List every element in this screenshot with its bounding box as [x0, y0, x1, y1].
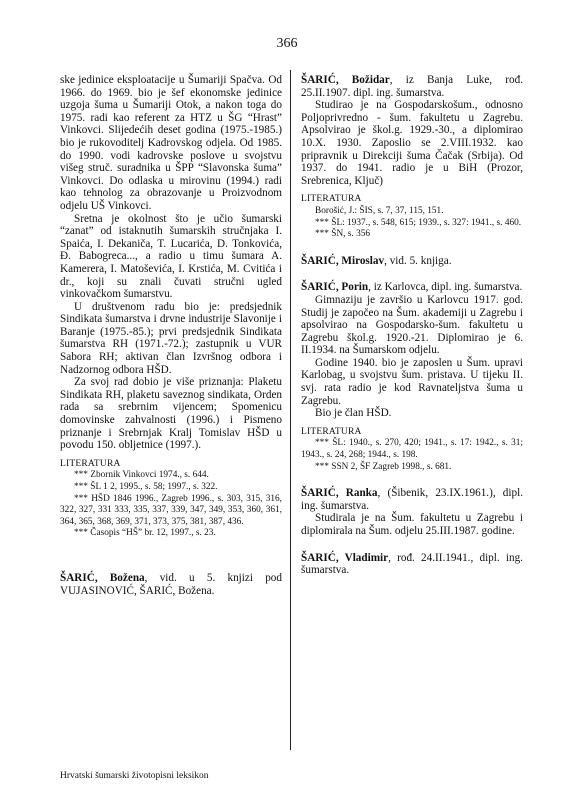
paragraph: Za svoj rad dobio je više priznanja: Plaketu Sindikata RH, plaketu saveznog sindikata, Orden rada sa srebrnim vijencem; Spomenicu domovinske zahvalnosti (1996.) i Pismeno priznanje i Srebrnjak Kralj Tomislav HŠD u povodu 150. obljetnice (1997.).	[60, 376, 282, 452]
entry-headword: ŠARIĆ, Ranka	[301, 487, 378, 500]
entry-miroslav	[301, 255, 523, 268]
entry-text: , (Šibenik, 23.IX.1961.), dipl. ing. šumarstva.	[301, 487, 523, 512]
literature-item: *** ŠL: 1937., s. 548, 615; 1939., s. 327: 1941., s. 460.	[315, 217, 522, 228]
literature-heading: LITERATURA	[301, 426, 362, 437]
literature-heading: LITERATURA	[60, 458, 121, 469]
entry-text: , iz Karlovca, dipl. ing. šumarstva.	[368, 281, 523, 294]
entry-vladimir	[301, 552, 523, 577]
paragraph: U društvenom radu bio je: predsjednik Sindikata šumarstva i drvne industrije Slavonije i Baranje (1975.-85.); prvi predsjednik Sindikata šumarstva RH (1971.-72.); zastupnik u VUR Sabora RH; aktivan član Izvršnog odbora i Nadzornog odbora HŠD.	[60, 300, 282, 376]
right-column	[301, 74, 523, 577]
page-footer: Hrvatski šumarski životopisni leksikon	[60, 771, 209, 781]
entry-porin	[301, 281, 523, 294]
entry-headword: ŠARIĆ, Miroslav	[301, 254, 385, 267]
paragraph: Bio je član HŠD.	[315, 407, 392, 420]
paragraph: Sretna je okolnost što je učio šumarski “zanat” od istaknutih šumarskih stručnjaka I. Spaića, I. Dekaniča, T. Lucarića, D. Tonkovića, Đ. Babogreca..., a radio u timu šumara A. Kamerera, I. Matoševića, I. Krstića, M. Cvitića i dr., koji su znali čuvati stručni ugled vinkovačkom šumarstvu.	[60, 212, 282, 301]
literature-item: *** ŠL: 1940., s. 270, 420; 1941., s. 17: 1942., s. 31; 1943., s. 24, 268; 1944., s. 198.	[301, 438, 523, 461]
entry-text: , vid. u 5. knjizi pod VUJASINOVIĆ, ŠARIĆ, Božena.	[60, 571, 282, 597]
entry-text: , vid. 5. knjiga.	[384, 254, 452, 267]
paragraph: ske jedinice eksploatacije u Šumariji Spačva. Od 1966. do 1969. bio je šef ekonomske jedinice uzgoja šuma u Šumariji Otok, a nakon toga do 1975. radi kao referent za HTZ u ŠG “Hrast” Vinkovci. Slijedećih deset godina (1975.-1985.) bio je rukovoditelj Kadrovskog odjela. Od 1985. do 1990. vodi kadrovske poslove u svojstvu višeg struč. suradnika u ŠPP “Slavonska šuma” Vinkovci. Do odlaska u mirovinu (1994.) radi kao tehnolog za obrazovanje u Proizvodnom odjelu UŠ Vinkovci.	[60, 74, 282, 212]
entry-headword: ŠARIĆ, Vladimir	[301, 551, 389, 564]
paragraph: Studirala je na Šum. fakultetu u Zagrebu i diplomirala na Šum. odjelu 25.III.1987. godine.	[301, 512, 523, 537]
entry-headword: ŠARIĆ, Božidar	[301, 74, 390, 86]
literature-heading: LITERATURA	[301, 194, 362, 205]
literature-item: *** Zbornik Vinkovci 1974., s. 644.	[74, 470, 209, 481]
left-column	[60, 74, 282, 597]
literature-item: *** ŠN, s. 356	[315, 229, 371, 240]
literature-item: *** HŠD 1846 1996., Zagreb 1996., s. 303, 315, 316, 322, 327, 331 333, 335, 337, 339, 347, 349, 353, 360, 361, 364, 365, 368, 369, 371, 373, 375, 381, 387, 436.	[60, 493, 282, 527]
literature-item: Borošić, J.: ŠIS, s. 7, 37, 115, 151.	[315, 205, 444, 216]
paragraph: Godine 1940. bio je zaposlen u Šum. upravi Karlobag, u svojstvu šum. pristava. U tijeku II. svj. rata radio je kod Ravnateljstva šuma u Zagrebu.	[301, 356, 523, 407]
entry-headword: ŠARIĆ, Božena	[60, 571, 145, 584]
column-divider	[290, 70, 291, 750]
entry-headword: ŠARIĆ, Porin	[301, 281, 369, 294]
entry-bozidar	[301, 74, 523, 99]
entry-bozena	[60, 572, 282, 597]
entry-text: , iz Banja Luke, rođ. 25.II.1907. dipl. ing. šumarstva.	[301, 74, 523, 99]
page-number: 366	[276, 36, 298, 51]
literature-item: *** Časopis “HŠ” br. 12, 1997., s. 23.	[74, 528, 216, 539]
entry-text: , rođ. 24.II.1941., dipl. ing. šumarstva.	[301, 551, 523, 577]
paragraph: Gimnaziju je završio u Karlovcu 1917. god. Studij je započeo na Šum. akademiji u Zagrebu i apsolvirao na Gospodarsko-šum. fakultetu u Zagrebu škol.g. 1920.-21. Diplomirao je 6. II.1934. na Šumarskom odjelu.	[301, 293, 523, 357]
entry-ranka	[301, 487, 523, 512]
literature-item: *** ŠL 1 2, 1995., s. 58; 1997., s. 322.	[74, 482, 218, 492]
literature-item: *** SSN 2, ŠF Zagreb 1998., s. 681.	[315, 461, 452, 472]
paragraph: Studirao je na Gospodarskošum., odnosno Poljoprivredno - šum. fakultetu u Zagrebu. Apsolvirao je škol.g. 1929.-30., a diplomirao 10.X. 1930. Zaposlio se 2.VIII.1932. kao pripravnik u Direkciji šuma Čačak (Srbija). Od 1937. do 1941. radio je u BiH (Prozor, Srebrenica, Ključ)	[301, 99, 523, 187]
